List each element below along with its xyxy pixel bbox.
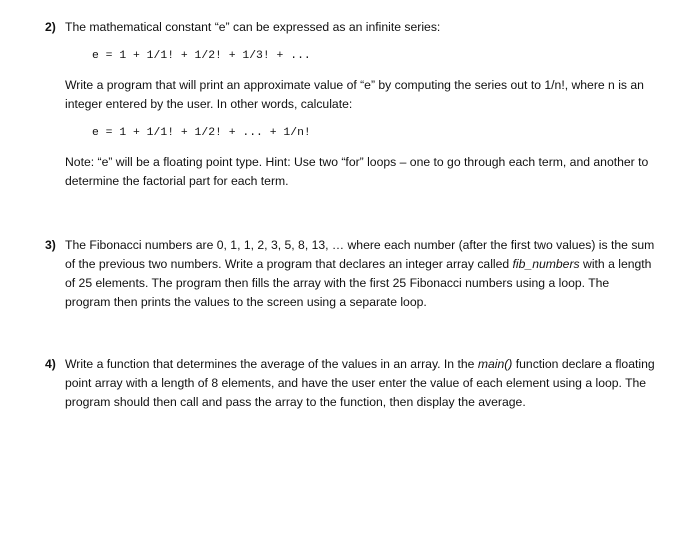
problem-text [65,236,655,312]
text-part: Write a function that determines the average of the values in an array. In the [65,357,478,371]
problem-number: 3) [45,238,56,252]
text-part: The Fibonacci numbers are 0, 1, 1, 2, 3, 5, 8, 13, … where each number (after the first two values) is the sum of the previous two numbers. Write a program that declares an integer array called [65,238,655,271]
problem-note: Note: “e” will be a floating point type. Hint: Use two “for” loops – one to go through each term, and another to determine the factorial part for each term. [65,155,649,188]
problem-instructions: Write a program that will print an approximate value of “e” by computing the series out to 1/n!, where n is an integer entered by the user. In other words, calculate: [65,78,644,111]
problem-number: 2) [45,20,56,34]
text-part: with a length of 25 elements. The program then fills the array with the first 25 Fibonacci numbers using a loop. The program then prints the values to the screen using a separate loop. [65,257,652,309]
formula-finite-series: e = 1 + 1/1! + 1/2! + ... + 1/n! [92,127,311,139]
problem-intro: The mathematical constant “e” can be expressed as an infinite series: [65,20,441,34]
text-part: function declare a floating point array with a length of 8 elements, and have the user enter the value of each element using a loop. The program should then call and pass the array to the function, then display the average. [65,357,655,409]
problem-2 [45,18,655,191]
array-name: fib_numbers [512,257,580,271]
formula-infinite-series: e = 1 + 1/1! + 1/2! + 1/3! + ... [92,50,311,62]
problem-3 [45,236,655,312]
problem-number: 4) [45,357,56,371]
function-name: main() [477,357,513,371]
problem-4 [45,355,655,412]
problem-text [65,355,655,412]
